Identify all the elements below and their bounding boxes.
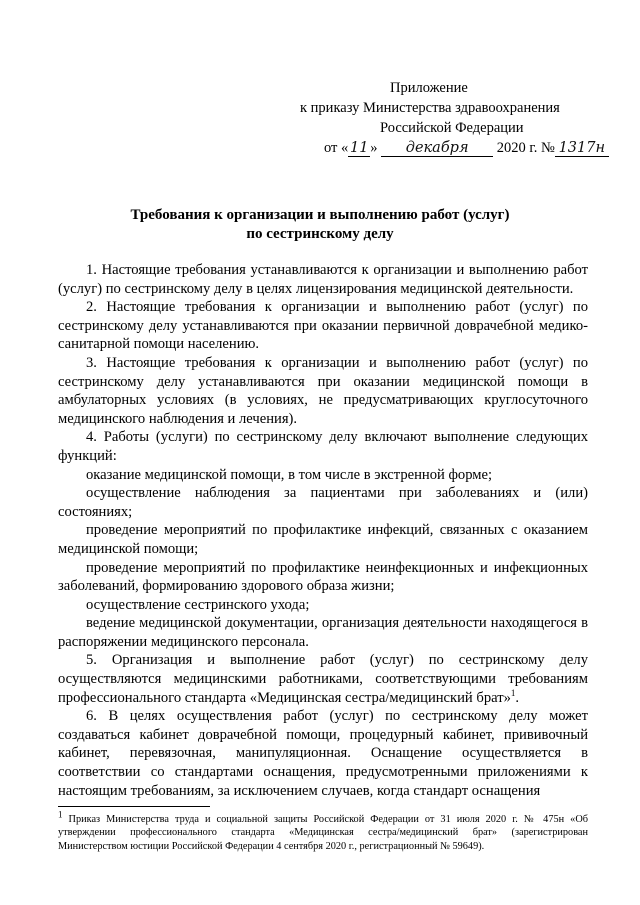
paragraph-5-end: .	[515, 689, 520, 706]
footnote-reference: 1	[510, 687, 516, 698]
function-item-documentation: ведение медицинской документации, организация деятельности находящегося в распоряжении медицинского персонала.	[58, 615, 588, 650]
paragraph-2: 2. Настоящие требования к организации и выполнению работ (услуг) по сестринскому делу устанавливаются при оказании первичной доврачебной медико-санитарной помощи населению.	[58, 299, 588, 353]
order-date-line	[324, 138, 609, 158]
function-item-nursing-care: осуществление сестринского ухода;	[86, 596, 310, 613]
federation-label: Российской Федерации	[380, 120, 524, 136]
paragraph-5	[58, 651, 588, 707]
handwritten-order-number: 1317н	[555, 141, 609, 157]
function-item-emergency-care: оказание медицинской помощи, в том числе в экстренной форме;	[86, 466, 493, 483]
footnote	[58, 809, 588, 853]
paragraph-1: 1. Настоящие требования устанавливаются к организации и выполнению работ (услуг) по сестринскому делу в целях лицензирования медицинской деятельности.	[58, 262, 588, 297]
paragraph-4: 4. Работы (услуги) по сестринскому делу включают выполнение следующих функций:	[58, 429, 588, 464]
handwritten-month: декабря	[381, 141, 493, 157]
year-and-number-label: 2020 г. №	[496, 140, 555, 156]
order-reference: к приказу Министерства здравоохранения	[300, 100, 560, 116]
function-item-infection-prevention: проведение мероприятий по профилактике инфекций, связанных с оказанием медицинской помощи;	[58, 522, 588, 557]
document-title	[0, 206, 640, 244]
title-line-1: Требования к организации и выполнению работ (услуг)	[130, 207, 510, 223]
function-item-disease-prevention: проведение мероприятий по профилактике неинфекционных и инфекционных заболеваний, формированию здорового образа жизни;	[58, 559, 588, 595]
handwritten-day: 11	[350, 140, 369, 156]
paragraph-3: 3. Настоящие требования к организации и выполнению работ (услуг) по сестринскому делу устанавливаются при оказании медицинской помощи в амбулаторных условиях (в условиях, не предусматривающих круглосуточного медицинского наблюдения и лечения).	[58, 354, 588, 427]
footnote-divider	[58, 806, 210, 807]
appendix-label: Приложение	[390, 80, 468, 96]
date-quote-close: »	[370, 140, 378, 156]
title-line-2: по сестринскому делу	[246, 226, 394, 242]
footnote-text: Приказ Министерства труда и социальной защиты Российской Федерации от 31 июля 2020 г. № 475н «Об утверждении профессионального стандарта «Медицинская сестра/медицинский брат» (зарегистрирован Министерством юстиции Российской Федерации 4 сентября 2020 г., регистрационный № 59649).	[58, 814, 588, 852]
paragraph-6: 6. В целях осуществления работ (услуг) по сестринскому делу может создаваться кабинет доврачебной помощи, процедурный кабинет, прививочный кабинет, перевязочная, манипуляционная. Оснащение осуществляется в соответствии со стандартами оснащения, предусмотренными приложениями к настоящим требованиям, за исключением случаев, когда стандарт оснащения	[58, 708, 588, 799]
paragraph-5-text: 5. Организация и выполнение работ (услуг) по сестринскому делу осуществляются медицинскими работниками, соответствующими требованиям профессионального стандарта «Медицинская сестра/медицинский брат»	[58, 652, 588, 706]
date-prefix: от «	[324, 140, 349, 156]
footnote-mark: 1	[58, 809, 63, 820]
document-body	[58, 261, 588, 800]
function-item-observation: осуществление наблюдения за пациентами при заболеваниях и (или) состояниях;	[58, 485, 588, 520]
